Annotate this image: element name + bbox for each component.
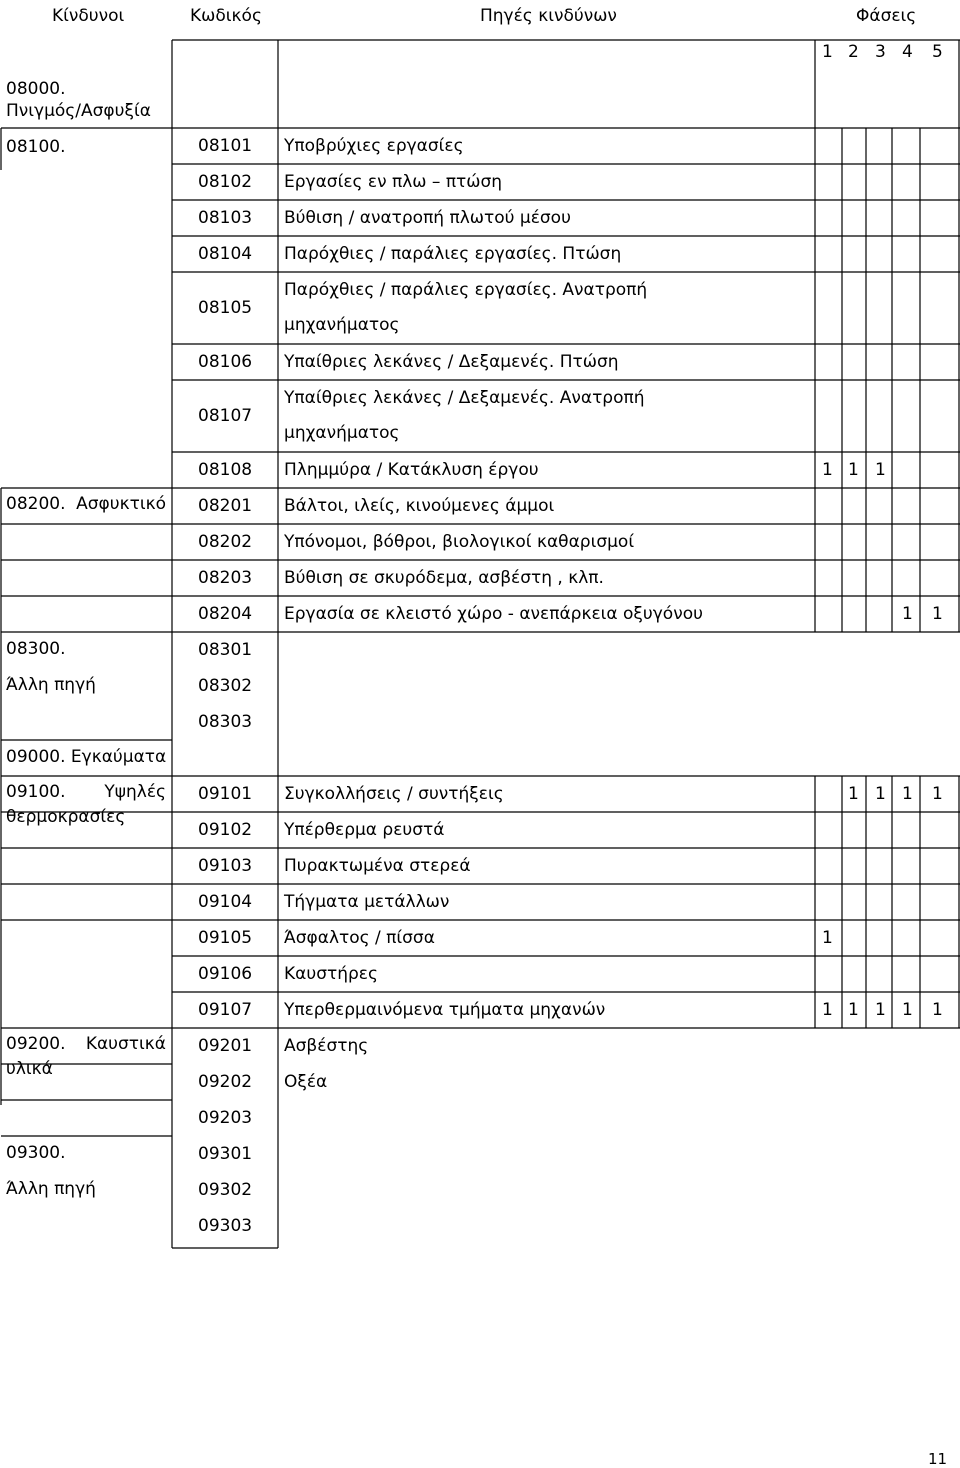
row-code: 08104 [198, 244, 253, 264]
row-code: 09202 [198, 1072, 253, 1092]
row-source: Βύθιση σε σκυρόδεμα, ασβέστη , κλπ. [284, 568, 604, 588]
phase-mark: 1 [875, 784, 886, 804]
phase-mark: 1 [902, 784, 913, 804]
category-09200 [6, 1034, 166, 1054]
category-08300-name: Άλλη πηγή [6, 675, 96, 695]
row-code: 09102 [198, 820, 253, 840]
row-source: Οξέα [284, 1072, 328, 1092]
phase-mark: 1 [932, 604, 943, 624]
category-08300-code: 08300. [6, 639, 66, 659]
phase-mark: 1 [848, 1000, 859, 1020]
category-09300-name: Άλλη πηγή [6, 1179, 96, 1199]
row-code: 09203 [198, 1108, 253, 1128]
phase-mark: 1 [822, 1000, 833, 1020]
phase-number-1: 1 [822, 42, 833, 62]
row-source: Υπέρθερμα ρευστά [284, 820, 445, 840]
row-code: 08103 [198, 208, 253, 228]
category-08200-name: Ασφυκτικό [76, 494, 166, 514]
row-code: 08108 [198, 460, 253, 480]
category-09300-code: 09300. [6, 1143, 66, 1163]
row-source: Άσφαλτος / πίσσα [284, 928, 435, 948]
category-09200-name: Καυστικά [85, 1034, 166, 1054]
row-code: 09103 [198, 856, 253, 876]
header-sources: Πηγές κινδύνων [480, 6, 617, 26]
phase-number-5: 5 [932, 42, 943, 62]
phase-mark: 1 [932, 1000, 943, 1020]
header-phases: Φάσεις [856, 6, 917, 26]
row-source: Υπαίθριες λεκάνες / Δεξαμενές. Ανατροπή [284, 388, 645, 408]
phase-mark: 1 [848, 784, 859, 804]
category-08100: 08100. [6, 137, 66, 157]
phase-mark: 1 [875, 1000, 886, 1020]
category-09200-name-line2: υλικά [6, 1059, 53, 1079]
phase-mark: 1 [848, 460, 859, 480]
category-09000: 09000. Εγκαύματα [6, 747, 167, 767]
row-code: 09301 [198, 1144, 253, 1164]
page-number: 11 [928, 1450, 948, 1468]
row-source: Πλημμύρα / Κατάκλυση έργου [284, 460, 539, 480]
row-source: Υποβρύχιες εργασίες [284, 136, 464, 156]
row-source: Τήγματα μετάλλων [284, 892, 450, 912]
phase-mark: 1 [932, 784, 943, 804]
row-code: 09106 [198, 964, 253, 984]
row-source: Παρόχθιες / παράλιες εργασίες. Πτώση [284, 244, 622, 264]
phase-mark: 1 [822, 460, 833, 480]
row-code: 08301 [198, 640, 253, 660]
row-code: 08106 [198, 352, 253, 372]
row-source: Βάλτοι, ιλείς, κινούμενες άμμοι [284, 496, 555, 516]
row-code: 09303 [198, 1216, 253, 1236]
row-code: 08201 [198, 496, 253, 516]
row-source: Υπαίθριες λεκάνες / Δεξαμενές. Πτώση [284, 352, 619, 372]
row-code: 08107 [198, 406, 253, 426]
phase-number-3: 3 [875, 42, 886, 62]
row-source: Συγκολλήσεις / συντήξεις [284, 784, 504, 804]
header-hazards: Κίνδυνοι [52, 6, 125, 26]
row-code: 08302 [198, 676, 253, 696]
row-code: 09201 [198, 1036, 253, 1056]
category-08000-code: 08000. [6, 79, 66, 99]
category-08200 [6, 494, 166, 522]
category-09100-code: 09100. [6, 782, 66, 802]
row-source: Παρόχθιες / παράλιες εργασίες. Ανατροπή [284, 280, 648, 300]
row-code: 09105 [198, 928, 253, 948]
header-code: Κωδικός [190, 6, 262, 26]
row-code: 09302 [198, 1180, 253, 1200]
row-source-line2: μηχανήματος [284, 315, 400, 335]
phase-number-2: 2 [848, 42, 859, 62]
row-code: 08202 [198, 532, 253, 552]
category-09100-name-line2: θερμοκρασίες [6, 807, 126, 827]
row-code: 09104 [198, 892, 253, 912]
row-source: Υπόνομοι, βόθροι, βιολογικοί καθαρισμοί [284, 532, 635, 552]
row-code: 08204 [198, 604, 253, 624]
category-08200-code: 08200. [6, 494, 66, 514]
row-source-line2: μηχανήματος [284, 423, 400, 443]
row-source: Καυστήρες [284, 964, 378, 984]
category-08000-name: Πνιγμός/Ασφυξία [6, 101, 151, 121]
row-code: 09107 [198, 1000, 253, 1020]
row-code: 08303 [198, 712, 253, 732]
row-code: 08105 [198, 298, 253, 318]
row-code: 09101 [198, 784, 253, 804]
phase-mark: 1 [875, 460, 886, 480]
row-code: 08102 [198, 172, 253, 192]
row-source: Υπερθερμαινόμενα τμήματα μηχανών [284, 1000, 606, 1020]
category-09200-code: 09200. [6, 1034, 66, 1054]
category-09100 [6, 782, 166, 802]
row-source: Εργασία σε κλειστό χώρο - ανεπάρκεια οξυγόνου [284, 604, 703, 624]
phase-mark: 1 [902, 604, 913, 624]
row-code: 08203 [198, 568, 253, 588]
row-source: Βύθιση / ανατροπή πλωτού μέσου [284, 208, 571, 228]
phase-mark: 1 [822, 928, 833, 948]
phase-number-4: 4 [902, 42, 913, 62]
phase-mark: 1 [902, 1000, 913, 1020]
row-code: 08101 [198, 136, 253, 156]
category-09100-name: Υψηλές [104, 782, 166, 802]
row-source: Εργασίες εν πλω – πτώση [284, 172, 503, 192]
row-source: Ασβέστης [284, 1036, 369, 1056]
row-source: Πυρακτωμένα στερεά [284, 856, 471, 876]
